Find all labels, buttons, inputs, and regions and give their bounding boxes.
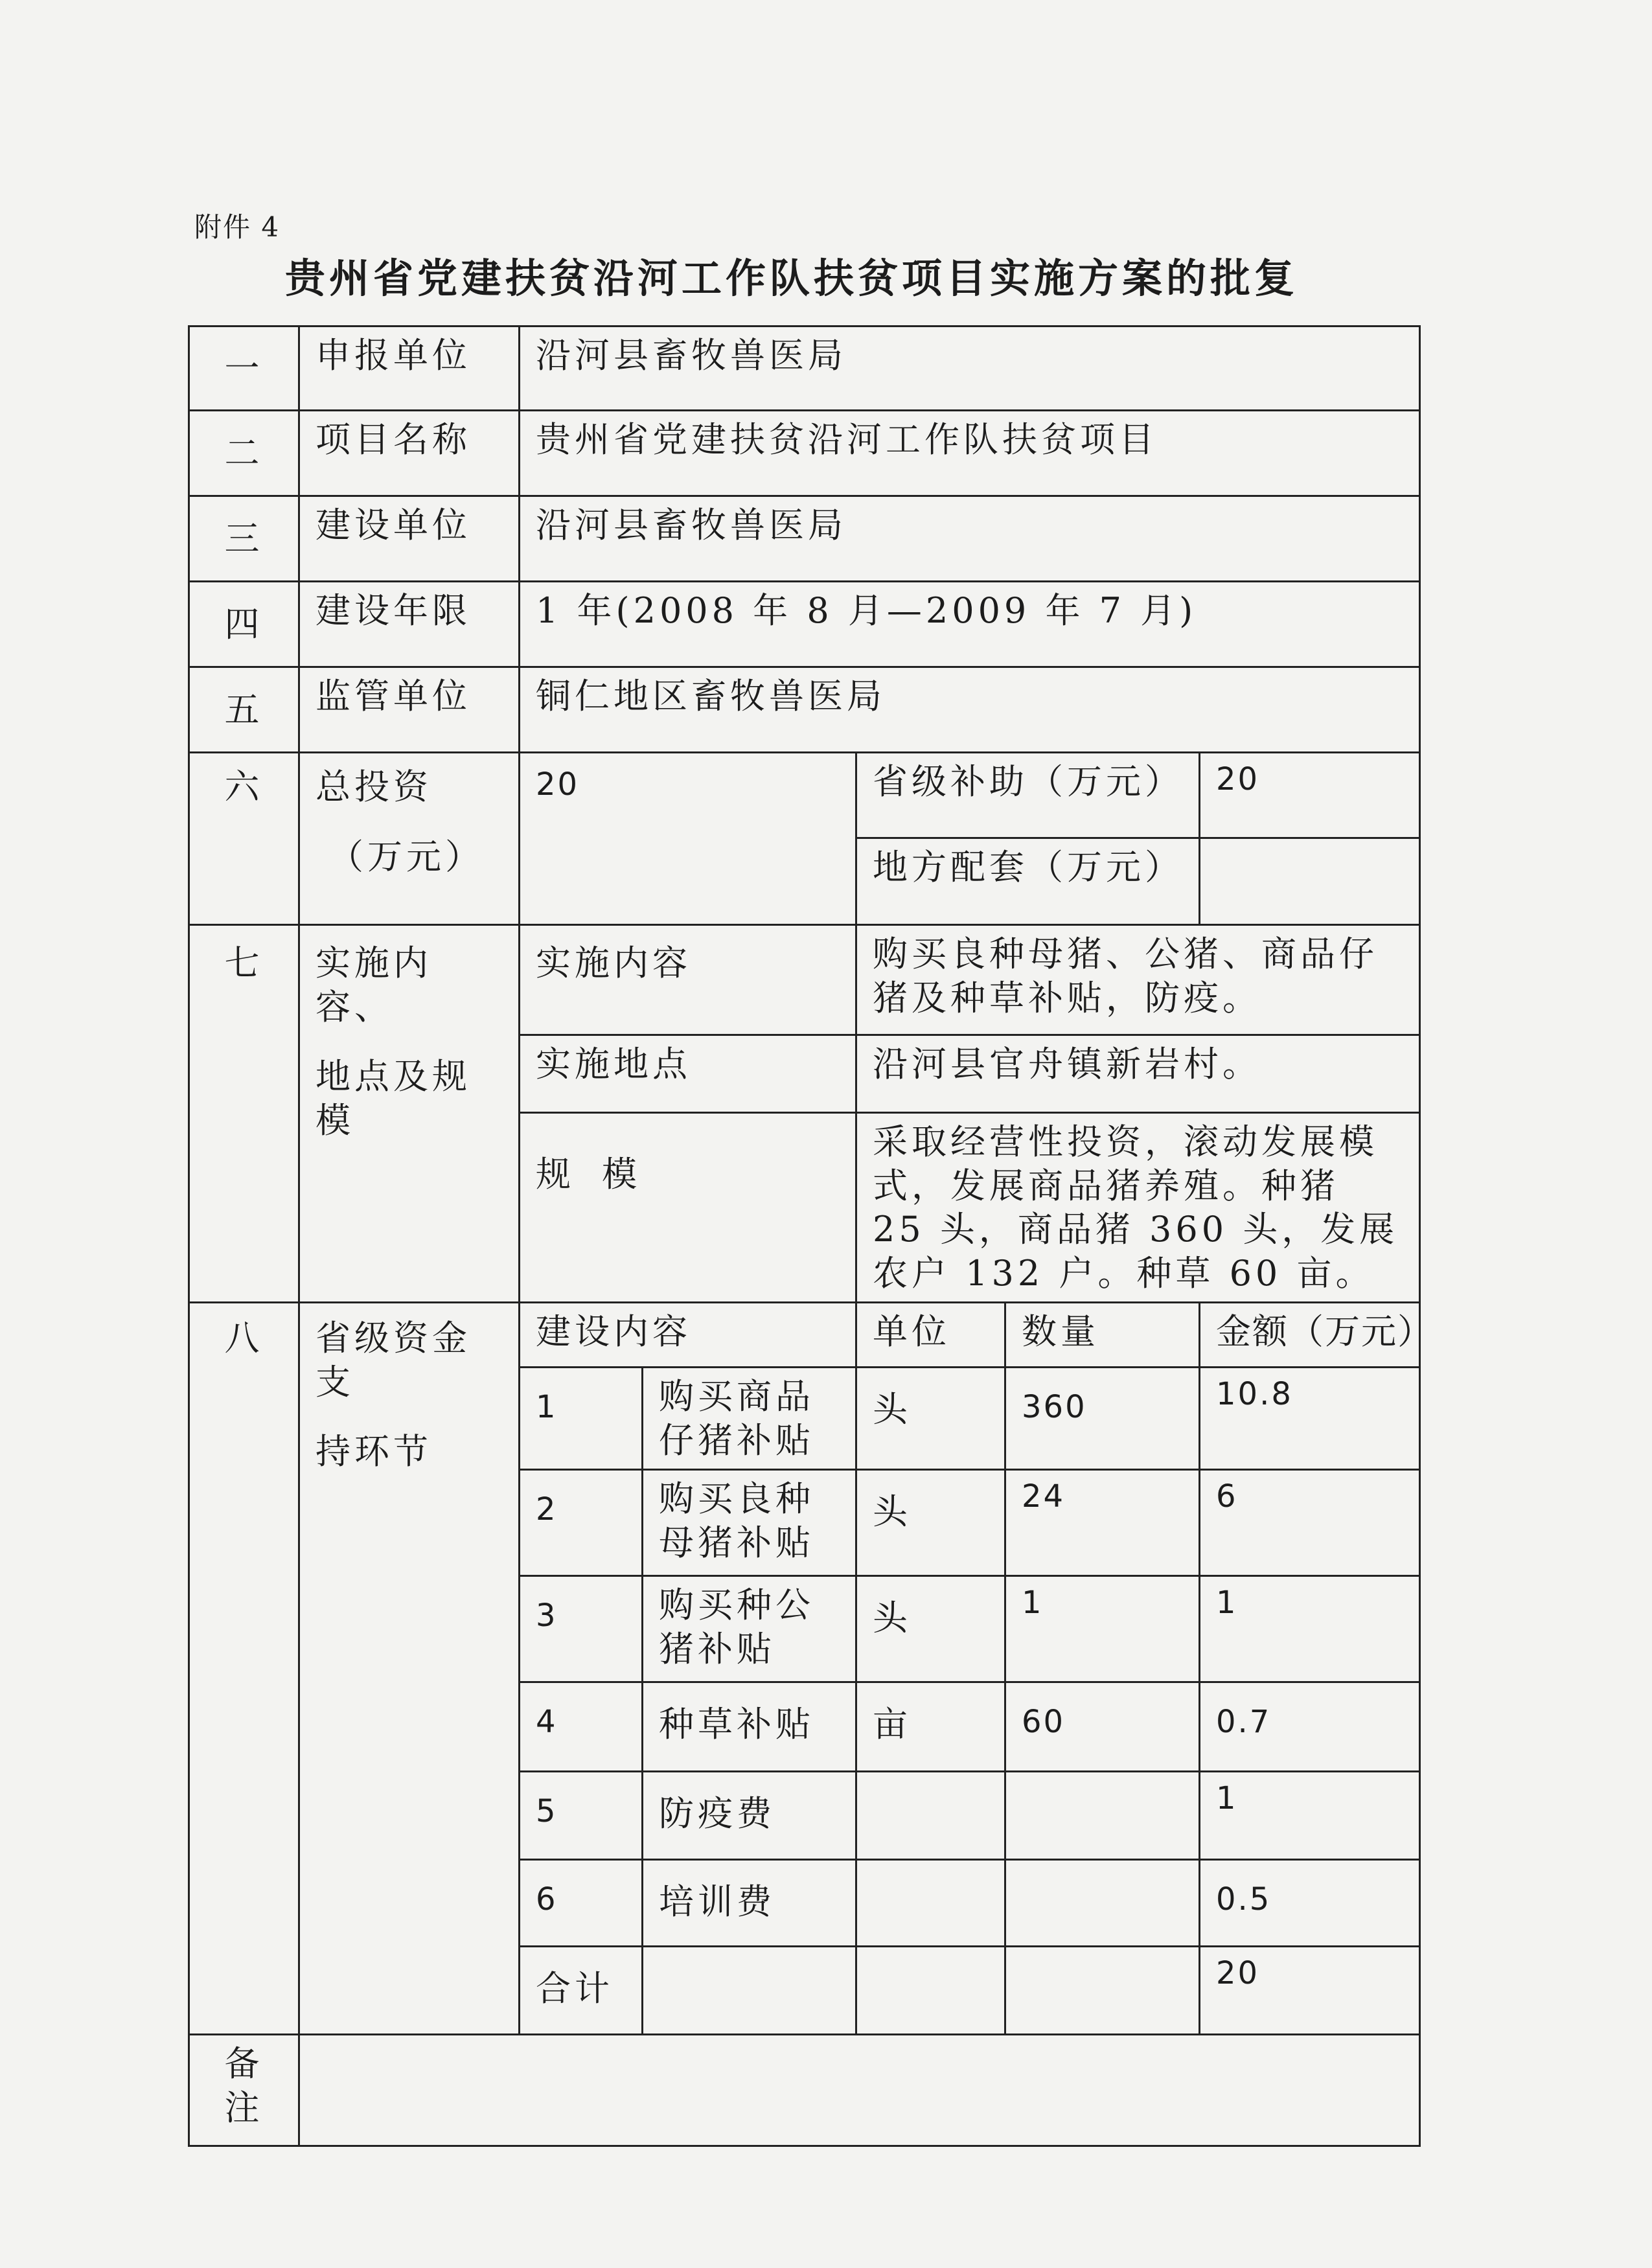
- remarks-label: 备注: [189, 2035, 299, 2146]
- field-value: 贵州省党建扶贫沿河工作队扶贫项目: [520, 411, 1420, 496]
- item-name: 购买商品仔猪补贴: [643, 1368, 856, 1470]
- item-unit: 头: [856, 1368, 1005, 1470]
- field-label: 监管单位: [299, 667, 520, 753]
- row-number: 六: [189, 753, 299, 925]
- scale-label: 规模: [520, 1113, 856, 1303]
- total-empty-name: [643, 1947, 856, 2035]
- item-no: 5: [520, 1772, 643, 1860]
- field-label: 建设年限: [299, 582, 520, 667]
- field-label: 申报单位: [299, 326, 520, 411]
- item-amount: 0.7: [1200, 1682, 1420, 1772]
- header-unit: 单位: [856, 1303, 1005, 1368]
- item-unit: 亩: [856, 1682, 1005, 1772]
- total-amount: 20: [1200, 1947, 1420, 2035]
- row-number: 一: [189, 326, 299, 411]
- item-qty: 60: [1005, 1682, 1200, 1772]
- row-fund-header: [189, 1303, 1420, 1368]
- item-name: 种草补贴: [643, 1682, 856, 1772]
- item-qty: [1005, 1772, 1200, 1860]
- item-name: 培训费: [643, 1860, 856, 1947]
- item-amount: 1: [1200, 1576, 1420, 1682]
- row-applicant: [189, 326, 1420, 411]
- content-value: 购买良种母猪、公猪、商品仔猪及种草补贴，防疫。: [856, 925, 1420, 1035]
- item-amount: 6: [1200, 1470, 1420, 1576]
- field-label: [299, 1303, 520, 2035]
- field-label: 项目名称: [299, 411, 520, 496]
- field-label: [299, 925, 520, 1303]
- provincial-subsidy-label: 省级补助（万元）: [856, 753, 1200, 838]
- row-number: 七: [189, 925, 299, 1303]
- field-value: 1 年(2008 年 8 月—2009 年 7 月): [520, 582, 1420, 667]
- scale-value: 采取经营性投资，滚动发展模式，发展商品猪养殖。种猪 25 头，商品猪 360 头，发展农户 132 户。种草 60 亩。: [856, 1113, 1420, 1303]
- field-label: [299, 753, 520, 925]
- item-amount: 10.8: [1200, 1368, 1420, 1470]
- content-label: 实施内容: [520, 925, 856, 1035]
- item-amount: 0.5: [1200, 1860, 1420, 1947]
- approval-form-table: [188, 325, 1434, 2147]
- item-unit: [856, 1772, 1005, 1860]
- row-project-name: [189, 411, 1420, 496]
- total-empty-qty: [1005, 1947, 1200, 2035]
- field-label: 建设单位: [299, 496, 520, 582]
- local-match-value: [1200, 838, 1420, 925]
- attachment-label: 附件 4: [194, 211, 281, 243]
- item-qty: 360: [1005, 1368, 1200, 1470]
- field-value: 沿河县畜牧兽医局: [520, 326, 1420, 411]
- item-name: 购买良种母猪补贴: [643, 1470, 856, 1576]
- total-label: 合计: [520, 1947, 643, 2035]
- row-implementation-content: [189, 925, 1420, 1035]
- item-no: 4: [520, 1682, 643, 1772]
- row-number: 五: [189, 667, 299, 753]
- row-number: 八: [189, 1303, 299, 2035]
- item-unit: 头: [856, 1576, 1005, 1682]
- item-no: 2: [520, 1470, 643, 1576]
- field-value: 沿河县畜牧兽医局: [520, 496, 1420, 582]
- document-title: 贵州省党建扶贫沿河工作队扶贫项目实施方案的批复: [285, 255, 1299, 302]
- row-number: 四: [189, 582, 299, 667]
- item-qty: 24: [1005, 1470, 1200, 1576]
- field-value: 铜仁地区畜牧兽医局: [520, 667, 1420, 753]
- item-no: 3: [520, 1576, 643, 1682]
- header-amount: 金额（万元）: [1200, 1303, 1420, 1368]
- location-label: 实施地点: [520, 1035, 856, 1113]
- row-builder: [189, 496, 1420, 582]
- field-label-line2: 持环节: [315, 1431, 432, 1472]
- remarks-value: [299, 2035, 1420, 2146]
- field-label-line1: 实施内容、: [315, 943, 432, 1027]
- item-no: 6: [520, 1860, 643, 1947]
- item-qty: 1: [1005, 1576, 1200, 1682]
- row-total-investment: [189, 753, 1420, 838]
- location-value: 沿河县官舟镇新岩村。: [856, 1035, 1420, 1113]
- row-supervisor: [189, 667, 1420, 753]
- field-label-line2: （万元）: [328, 836, 484, 877]
- row-duration: [189, 582, 1420, 667]
- header-content: 建设内容: [520, 1303, 856, 1368]
- row-remarks: [189, 2035, 1420, 2146]
- total-investment-value: 20: [520, 753, 856, 925]
- field-label-line1: 总投资: [315, 766, 432, 807]
- row-number: 三: [189, 496, 299, 582]
- item-name: 购买种公猪补贴: [643, 1576, 856, 1682]
- item-qty: [1005, 1860, 1200, 1947]
- local-match-label: 地方配套（万元）: [856, 838, 1200, 925]
- item-amount: 1: [1200, 1772, 1420, 1860]
- header-qty: 数量: [1005, 1303, 1200, 1368]
- field-label-line1: 省级资金支: [315, 1318, 471, 1403]
- field-label-line2: 地点及规模: [315, 1056, 471, 1141]
- row-number: 二: [189, 411, 299, 496]
- total-empty-unit: [856, 1947, 1005, 2035]
- item-no: 1: [520, 1368, 643, 1470]
- item-unit: [856, 1860, 1005, 1947]
- item-unit: 头: [856, 1470, 1005, 1576]
- item-name: 防疫费: [643, 1772, 856, 1860]
- provincial-subsidy-value: 20: [1200, 753, 1420, 838]
